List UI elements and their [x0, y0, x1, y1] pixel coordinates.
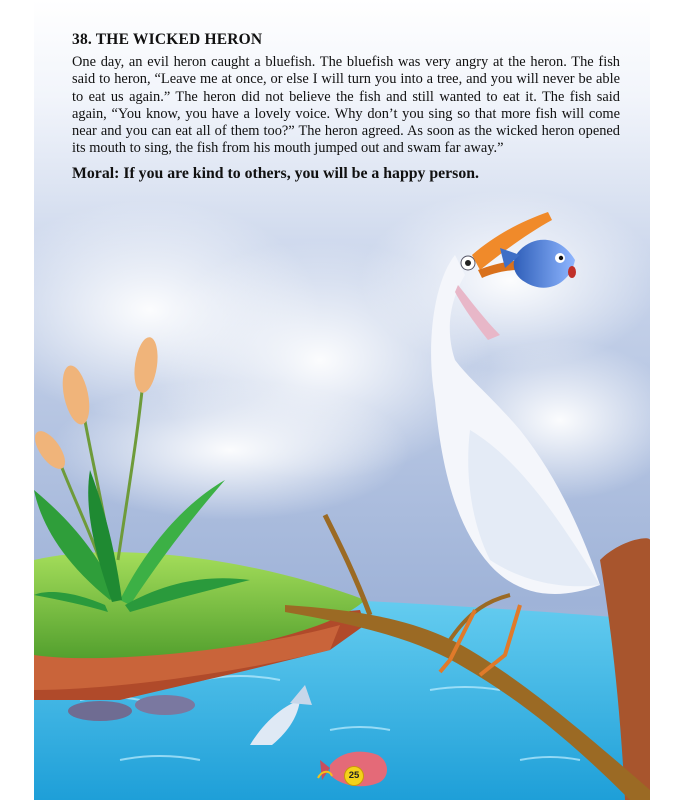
story-paragraph: One day, an evil heron caught a bluefish. The bluefish was very angry at the heron. The fish said to heron, “Leave me at once, or else I will turn you into a tree, and you will never be able to eat us again.” The heron did not believe the fish and still wanted to eat it. The fish said again, “You know, you have a lovely voice. Why don’t you sing so that more fish will come near and you can eat all of them too?” The heron agreed. As soon as the wicked heron opened its mouth to sing, the fish from his mouth jumped out and swam far away.” — [72, 54, 620, 157]
story-text-block — [72, 30, 620, 184]
story-moral: Moral: If you are kind to others, you will be a happy person. — [72, 164, 479, 182]
page-number: 25 — [345, 767, 363, 785]
stone — [135, 695, 195, 715]
stone — [68, 701, 132, 721]
story-title: 38. THE WICKED HERON — [72, 31, 263, 48]
